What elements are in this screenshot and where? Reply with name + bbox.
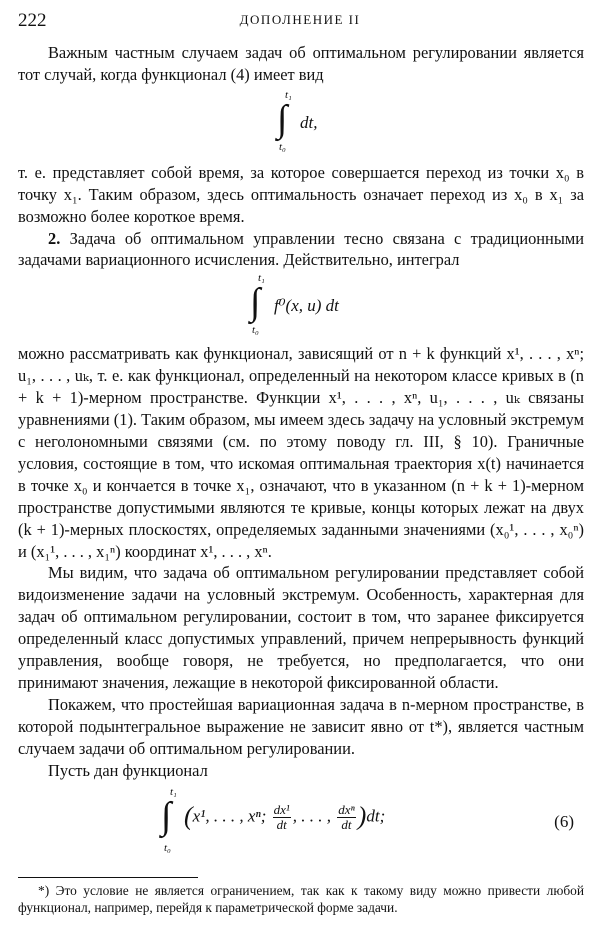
lower-limit: t₀	[252, 324, 259, 337]
paragraph-4: можно рассматривать как функционал, зависящий от n + k функций x¹, . . . , xⁿ; u₁, . . . , uₖ, т. е. как функционал, определенный на некотором классе кривых в (n + k + 1)-мерном пространстве. Функции x¹, . . . , xⁿ, u₁, . . . , uₖ связаны уравнениями (1). Таким образом, мы имеем здесь задачу на условный экстремум с неголономными связями (см. по этому поводу гл. III, § 10). Граничные условия, состоящие в том, что искомая оптимальная траектория x(t) начинается в точке x₀ и кончается в точке x₁, означают, что в указанном (n + k + 1)-мерном пространстве допустимыми являются те кривые, концы которых лежат на двух (k + 1)-мерных плоскостях, определяемых заданными значениями (x₀¹, . . . , x₀ⁿ) и (x₁¹, . . . , x₁ⁿ) координат x¹, . . . , xⁿ.	[18, 344, 584, 561]
equation-number: (6)	[554, 812, 574, 832]
formula-f0-integral	[18, 271, 584, 343]
integral-sign: ∫	[161, 795, 172, 838]
page-header	[18, 10, 582, 34]
paragraph-3-text: Задача об оптимальном управлении тесно связана с традиционными задачами вариационного исчисления. Действительно, интеграл	[18, 228, 584, 270]
paragraph-3	[18, 228, 584, 272]
lower-limit: t₀	[279, 140, 286, 153]
paragraph-6: Покажем, что простейшая вариационная задача в n-мерном пространстве, в которой подынтегральное выражение не зависит явно от t*), является частным случаем задачи об оптимальном регулировании.	[18, 694, 584, 758]
upper-limit: t₁	[170, 786, 177, 799]
paragraph-2: т. е. представляет собой время, за которое совершается переход из точки x₀ в точку x₁. Таким образом, здесь оптимальность означает переход из x₀ в x₁ за возможно более короткое время.	[18, 162, 584, 226]
page-number: 222	[18, 10, 47, 31]
section-number: 2.	[48, 228, 61, 248]
paragraph-7: Пусть дан функционал	[48, 760, 208, 780]
upper-limit: t₁	[258, 272, 265, 285]
formula-6	[18, 781, 584, 863]
paragraph-1: Важным частным случаем задач об оптимальном регулировании является тот случай, когда функционал (4) имеет вид	[18, 43, 584, 84]
fraction-dx1-dt: $\frac{\text{dx¹}}{dt}$	[273, 802, 290, 833]
integrand	[184, 803, 385, 832]
footnote-rule	[18, 877, 198, 878]
lower-limit: t₀	[164, 842, 171, 855]
fraction-dxn-dt: $\frac{\text{dxⁿ}}{dt}$	[338, 802, 355, 833]
running-head: ДОПОЛНЕНИЕ II	[239, 12, 361, 27]
close-paren: )	[357, 801, 367, 831]
main-text	[18, 42, 584, 863]
integrand: f⁰(x, u) dt	[274, 296, 339, 316]
upper-limit: t₁	[285, 88, 292, 101]
integral-sign: ∫	[250, 281, 261, 324]
integrand-tail: dt;	[366, 806, 386, 826]
formula-time-integral	[18, 86, 584, 162]
paragraph-5: Мы видим, что задача об оптимальном регулировании представляет собой видоизменение задачи на условный экстремум. Особенность, характерная для задач об оптимальном регулировании, состоит в том, что заранее фиксируется определенный класс допустимых управлений, причем непрерывность функций управления, вообще говоря, не требуется, но предполагается, что они принимают значения, лежащие в некоторой фиксированной области.	[18, 563, 584, 692]
integrand: dt,	[300, 112, 318, 132]
open-paren: (	[184, 801, 193, 831]
args-dots: , . . . ,	[292, 806, 332, 826]
footnote	[18, 882, 584, 917]
footnote-text: *) Это условие не является ограничением, так как к такому виду можно привести любой функционал, например, перейдя к параметрической форме задачи.	[18, 883, 584, 916]
integral-sign: ∫	[277, 97, 288, 140]
args-start: x¹, . . . , xⁿ;	[192, 806, 267, 826]
